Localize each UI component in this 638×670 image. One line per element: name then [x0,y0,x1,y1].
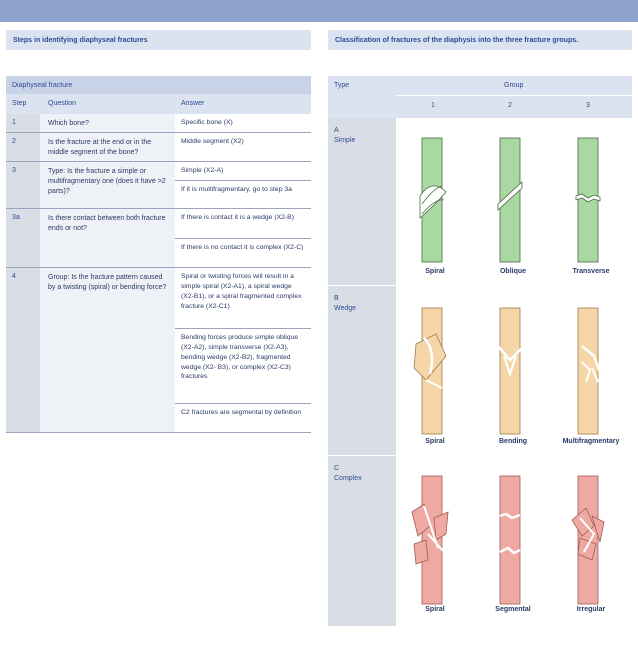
question-text: Which bone? [48,120,89,127]
question-text: Is the fracture at the end or in the middle segment of the bone? [48,139,152,157]
table-title: Diaphyseal fracture [6,76,311,94]
type-label: C Complex [334,465,362,482]
left-section-header: Steps in identifying diaphyseal fractures [6,30,311,50]
simple-spiral-bone-icon [420,138,446,262]
question-text: Is there contact between both fracture ends or not? [48,215,166,233]
answer-text: Middle segment (X2) [181,138,244,145]
step-number: 3 [12,167,16,174]
diaphyseal-steps-table [6,76,311,433]
caption-wedge-spiral: Spiral [425,438,445,445]
complex-fracture-illustrations [396,456,632,626]
table-column-headers [6,94,311,114]
caption-complex-segmental: Segmental [495,606,531,613]
answer-text: If it is multifragmentary, go to step 3a [181,186,292,193]
complex-segmental-bone-icon [500,476,520,604]
answer-text: Bending forces produce simple oblique (X2-A2), simple transverse (X2-A3), bending wedge (X2-B2), fragmented wedge (X2- B3), or complex (X2-C3) fractures [181,334,299,381]
wedge-bending-bone-icon [498,308,522,434]
question-text: Type: Is the fracture a simple or multifragmentary one (does it have >2 parts)? [48,168,166,196]
wedge-fracture-illustrations [396,286,632,456]
col-header-question: Question [48,100,77,107]
answer-text: If there is no contact it is complex (X2-C) [181,244,304,251]
caption-complex-irregular: Irregular [576,606,606,613]
type-label: A Simple [334,127,356,144]
simple-transverse-bone-icon [576,138,600,262]
question-text: Group: Is the fracture pattern caused by a twisting (spiral) or bending force? [48,274,167,292]
answer-text: C2 fractures are segmental by definition [181,409,302,416]
caption-simple-oblique: Oblique [499,268,527,275]
simple-fracture-illustrations [396,118,632,286]
answer-text: Specific bone (X) [181,119,233,126]
col-header-group: Group [504,82,524,89]
group-number-2: 2 [508,102,512,109]
col-header-type: Type [334,82,350,89]
caption-wedge-multifragmentary: Multifragmentary [562,438,620,445]
fracture-classification-table [328,76,632,626]
type-section-wedge [328,286,632,456]
simple-oblique-bone-icon [498,138,522,262]
wedge-multifragmentary-bone-icon [578,308,600,434]
step-number: 4 [12,273,16,280]
group-number-1: 1 [431,102,435,109]
col-header-step: Step [12,100,27,107]
table-row [6,162,311,209]
right-section-header: Classification of fractures of the diaphysis into the three fracture groups. [328,30,632,50]
table-row [6,268,311,433]
table-row [6,133,311,162]
caption-complex-spiral: Spiral [425,606,445,613]
step-number: 2 [12,138,16,145]
caption-simple-transverse: Transverse [572,268,610,275]
type-section-complex [328,456,632,626]
complex-irregular-bone-icon [572,476,604,604]
col-header-answer: Answer [181,100,205,107]
classification-header [328,76,632,118]
table-row [6,209,311,268]
table-row [6,114,311,133]
step-number: 3a [12,214,20,221]
type-section-simple [328,118,632,286]
group-number-3: 3 [586,102,590,109]
answer-text: Simple (X2-A) [181,167,224,174]
top-banner [0,0,638,22]
caption-wedge-bending: Bending [499,438,527,445]
step-number: 1 [12,119,16,126]
complex-spiral-bone-icon [412,476,448,604]
wedge-spiral-bone-icon [414,308,446,434]
answer-text: If there is contact it is a wedge (X2-B) [181,214,294,221]
answer-text: Spiral or twisting forces will result in a simple spiral (X2-A1), a spiral wedge (X2-B1), or a spiral fragmented complex fracture (X2-C1) [181,273,302,310]
type-label: B Wedge [334,295,357,312]
caption-simple-spiral: Spiral [425,268,445,275]
